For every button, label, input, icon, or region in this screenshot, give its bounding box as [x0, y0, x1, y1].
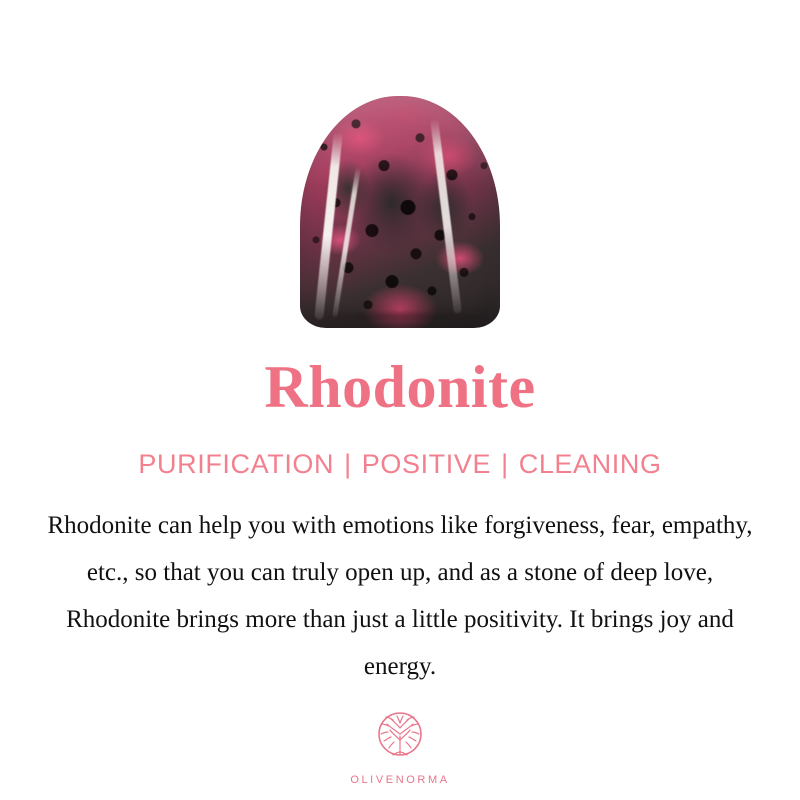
keyword-purification: PURIFICATION — [138, 449, 335, 479]
product-description: Rhodonite can help you with emotions like forgiveness, fear, empathy, etc., so that you can truly open up, and as a stone of deep love, Rhodonite brings more than just a little positivity. It brings joy and energy. — [47, 512, 753, 680]
stone-image — [0, 28, 800, 328]
brand-logo — [350, 706, 449, 786]
keyword-separator: | — [501, 449, 509, 479]
stone-shadow — [305, 310, 495, 322]
tree-of-life-icon — [369, 706, 431, 773]
rhodonite-stone-graphic — [300, 96, 500, 328]
keyword-cleaning: CLEANING — [518, 449, 662, 479]
keyword-separator: | — [344, 449, 352, 479]
brand-name: OLIVENORMA — [350, 774, 450, 786]
stone-sheen — [300, 96, 500, 186]
page-title: Rhodonite — [264, 354, 536, 420]
keyword-list — [138, 449, 661, 480]
keyword-positive: POSITIVE — [361, 449, 492, 479]
